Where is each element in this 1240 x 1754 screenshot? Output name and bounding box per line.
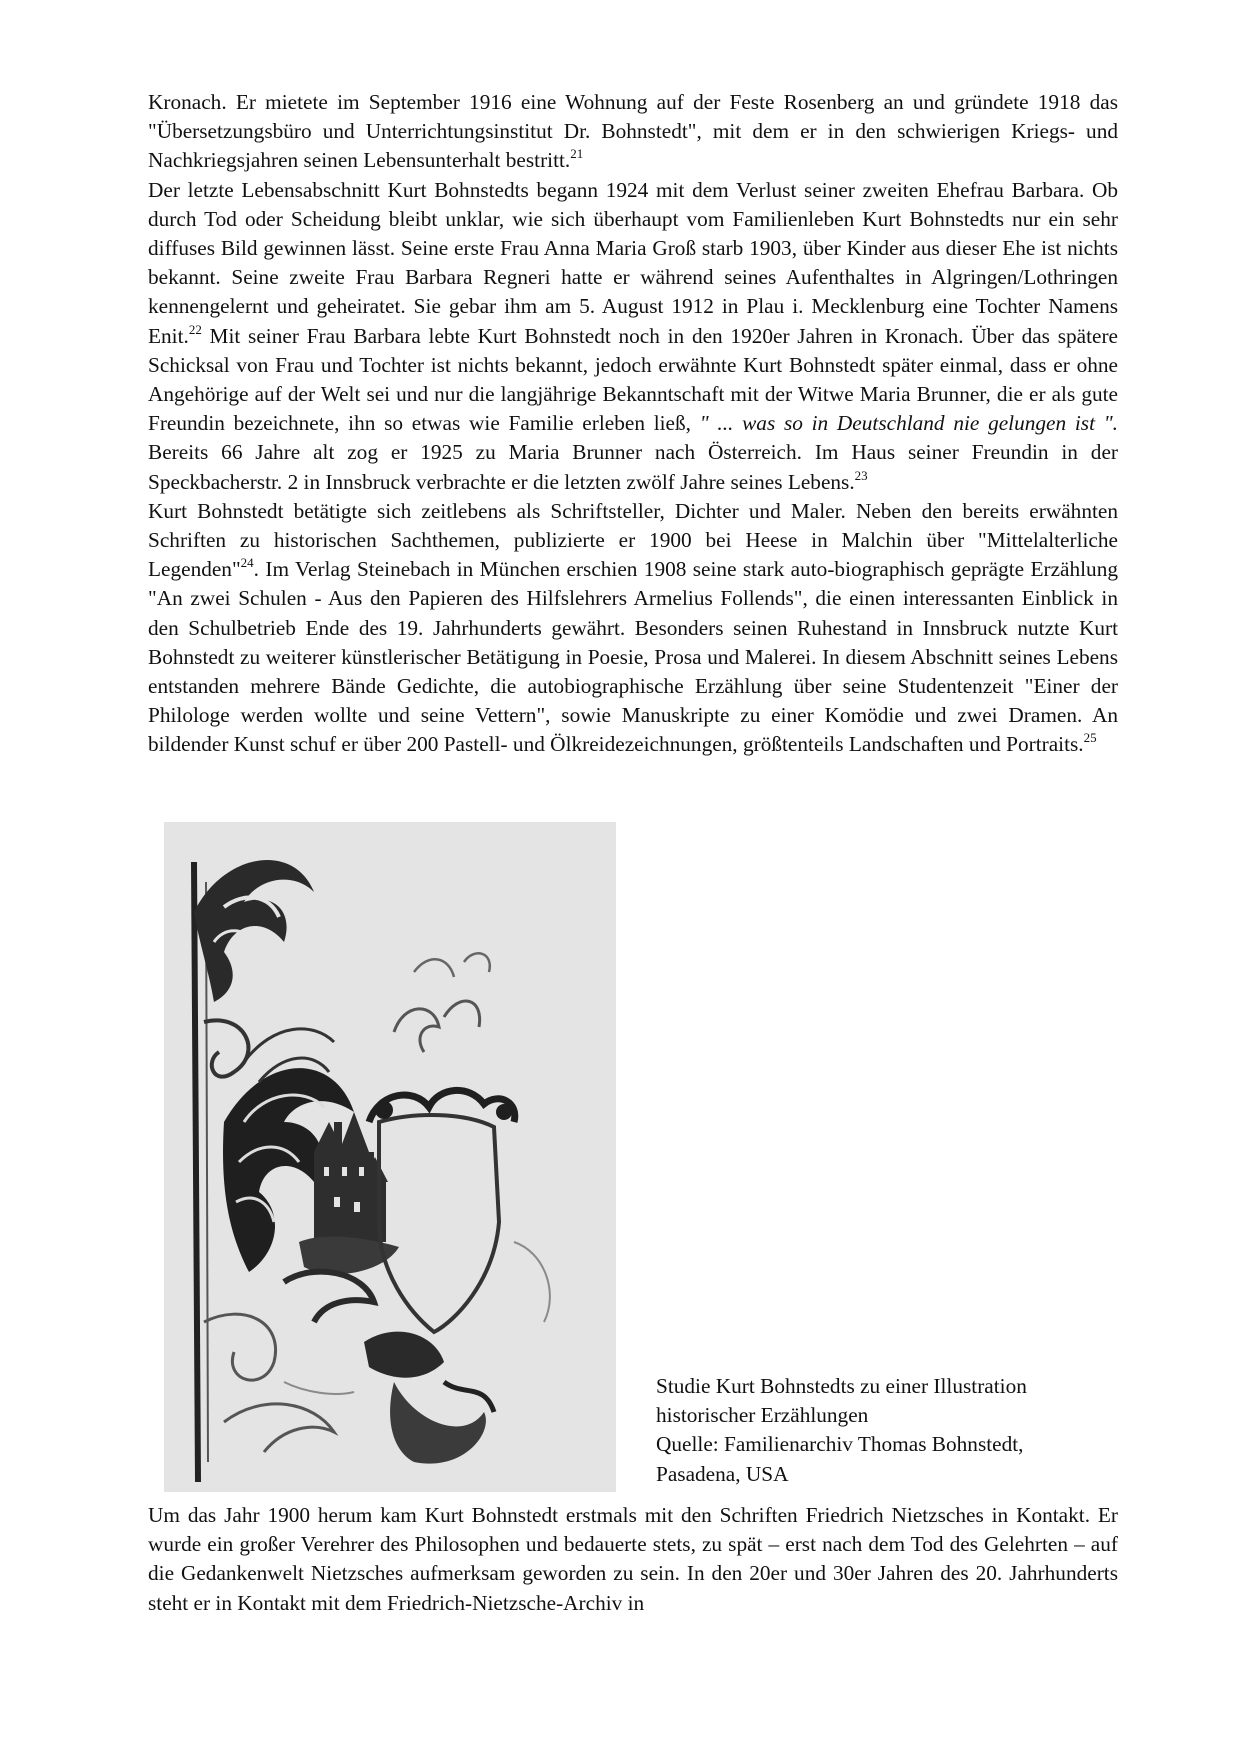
text-run: Mit seiner Frau Barbara lebte Kurt Bohnstedt noch in den 1920er Jahren in Kronach. Über das spätere Schicksal von Frau und Tochter ist nichts bekannt, jedoch erwähnte Kurt Bohnstedt später einmal, dass er ohne Angehörige auf der Welt sei und nur die langjährige Bekanntschaft mit der Witwe Maria Brunner, die er als gute Freundin bezeichnete, ihn so etwas wie Familie erleben ließ, (148, 323, 1118, 436)
footnote-marker: 22 (188, 321, 202, 337)
body-text-bottom (148, 1501, 1118, 1618)
figure-caption (656, 1372, 1096, 1489)
sketch-drawing (164, 822, 616, 1492)
footnote-marker: 23 (854, 467, 868, 483)
caption-line: Pasadena, USA (656, 1461, 789, 1486)
text-run: Kronach. Er mietete im September 1916 eine Wohnung auf der Feste Rosenberg an und gründete 1918 das "Übersetzungsbüro und Unterrichtungsinstitut Dr. Bohnstedt", mit dem er in den schwierigen Kriegs- und Nachkriegsjahren seinen Lebensunterhalt bestritt. (148, 90, 1118, 173)
body-text-top (148, 88, 1118, 760)
caption-line: historischer Erzählungen (656, 1403, 869, 1428)
paragraph (148, 497, 1118, 760)
text-run: Um das Jahr 1900 herum kam Kurt Bohnstedt erstmals mit den Schriften Friedrich Nietzsches in Kontakt. Er wurde ein großer Verehrer des Philosophen und bedauerte stets, zu spät – erst nach dem Tod des Gelehrten – auf die Gedankenwelt Nietzsches aufmerksam geworden zu sein. In den 20er und 30er Jahren des 20. Jahrhunderts steht er in Kontakt mit dem Friedrich-Nietzsche-Archiv in (148, 1503, 1118, 1615)
footnote-marker: 25 (1083, 730, 1097, 746)
footnote-marker: 21 (570, 146, 584, 162)
text-run: Kurt Bohnstedt betätigte sich zeitlebens als Schriftsteller, Dichter und Maler. Neben den bereits erwähnten Schriften zu historischen Sachthemen, publizierte er 1900 bei Heese in Malchin über "Mittelalterliche Legenden" (148, 498, 1118, 582)
quotation: " ... was so in Deutschland nie gelungen ist ". (699, 411, 1118, 436)
caption-line: Quelle: Familienarchiv Thomas Bohnstedt, (656, 1432, 1024, 1457)
paragraph (148, 1501, 1118, 1618)
caption-line: Studie Kurt Bohnstedts zu einer Illustration (656, 1374, 1027, 1398)
text-run: . Im Verlag Steinebach in München erschien 1908 seine stark auto-biographisch geprägte Erzählung "An zwei Schulen - Aus den Papieren des Hilfslehrers Armelius Follends", die einen interessanten Einblick in den Schulbetrieb Ende des 19. Jahrhunderts gewährt. Besonders seinen Ruhestand in Innsbruck nutzte Kurt Bohnstedt zu weiterer künstlerischer Betätigung in Poesie, Prosa und Malerei. In diesem Abschnitt seines Lebens entstanden mehrere Bände Gedichte, die autobiographische Erzählung über seine Studentenzeit "Einer der Philologe werden wollte und seine Vettern", sowie Manuskripte zu einer Komödie und zwei Dramen. An bildender Kunst schuf er über 200 Pastell- und Ölkreidezeichnungen, größtenteils Landschaften und Portraits. (148, 557, 1118, 757)
text-run: Bereits 66 Jahre alt zog er 1925 zu Maria Brunner nach Österreich. Im Haus seiner Freundin in der Speckbacherstr. 2 in Innsbruck verbrachte er die letzten zwölf Jahre seines Lebens. (148, 440, 1118, 494)
paragraph (148, 176, 1118, 497)
footnote-marker: 24 (240, 555, 254, 571)
illustration-sketch (164, 822, 616, 1492)
paragraph (148, 88, 1118, 176)
text-run: Der letzte Lebensabschnitt Kurt Bohnstedts begann 1924 mit dem Verlust seiner zweiten Ehefrau Barbara. Ob durch Tod oder Scheidung bleibt unklar, wie sich überhaupt vom Familienleben Kurt Bohnstedts nur ein sehr diffuses Bild gewinnen lässt. Seine erste Frau Anna Maria Groß starb 1903, über Kinder aus dieser Ehe ist nichts bekannt. Seine zweite Frau Barbara Regneri hatte er während seines Aufenthaltes in Algringen/Lothringen kennengelernt und geheiratet. Sie gebar ihm am 5. August 1912 in Plau i. Mecklenburg eine Tochter Namens Enit. (148, 177, 1118, 348)
